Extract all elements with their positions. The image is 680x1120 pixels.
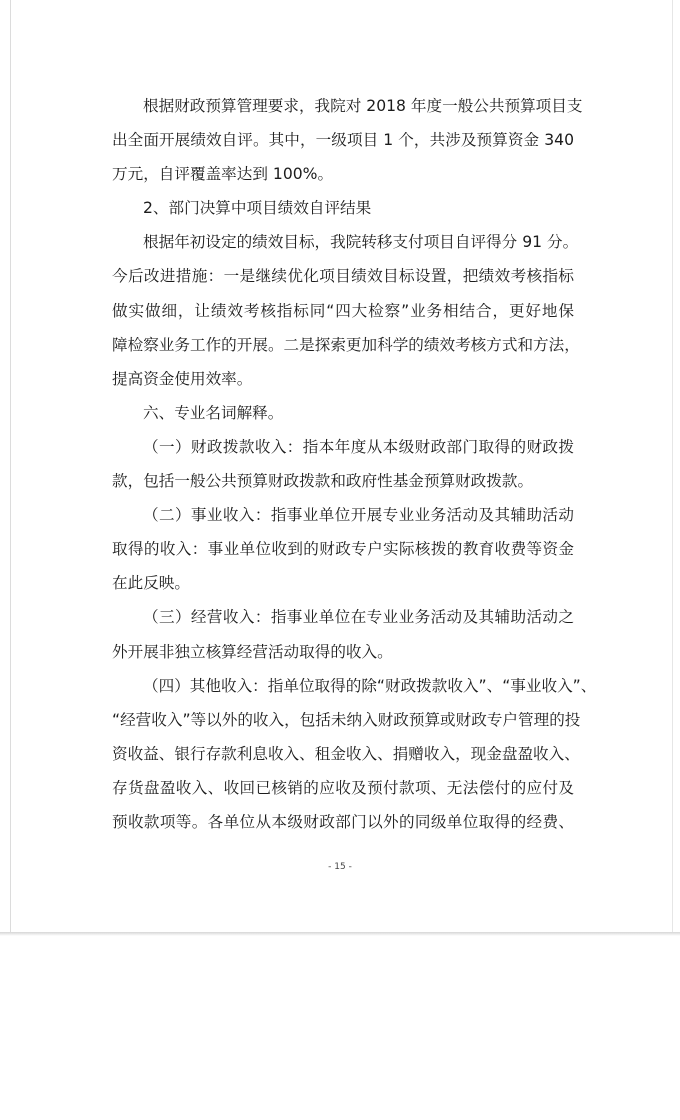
- paragraph-line: 根据财政预算管理要求，我院对 2018 年度一般公共预算项目支: [143, 97, 583, 115]
- paragraph-line: 出全面开展绩效自评。其中，一级项目 1 个，共涉及预算资金 340: [112, 131, 574, 150]
- section-heading: 2、部门决算中项目绩效自评结果: [143, 199, 372, 218]
- paragraph-line: 今后改进措施：一是继续优化项目绩效目标设置，把绩效考核指标: [112, 267, 574, 286]
- paragraph-line: 资收益、银行存款利息收入、租金收入、捐赠收入，现金盘盈收入、: [112, 744, 580, 763]
- paragraph-line: 万元，自评覆盖率达到 100%。: [112, 165, 334, 184]
- paragraph-line: 障检察业务工作的开展。二是探索更加科学的绩效考核方式和方法，: [112, 335, 580, 354]
- paragraph-line: （四）其他收入：指单位取得的除“财政拨款收入”、“事业收入”、: [143, 676, 597, 695]
- paragraph-line: 存货盘盈收入、收回已核销的应收及预付款项、无法偿付的应付及: [112, 778, 574, 797]
- paragraph-line: （三）经营收入：指事业单位在专业业务活动及其辅助活动之: [143, 608, 574, 627]
- paragraph-line: “经营收入”等以外的收入，包括未纳入财政预算或财政专户管理的投: [112, 710, 581, 729]
- paragraph-line: 款，包括一般公共预算财政拨款和政府性基金预算财政拨款。: [112, 472, 534, 491]
- page-right-edge: [672, 0, 673, 935]
- paragraph-line: 做实做细，让绩效考核指标同“四大检察”业务相结合，更好地保: [112, 301, 574, 320]
- page-bottom-edge: [0, 932, 680, 936]
- paragraph-line: 取得的收入：事业单位收到的财政专户实际核拨的教育收费等资金: [112, 540, 574, 559]
- page-number: - 15 -: [328, 862, 352, 872]
- body-text: [112, 89, 597, 839]
- section-heading: 六、专业名词解释。: [143, 403, 284, 422]
- paragraph-line: （一）财政拨款收入：指本年度从本级财政部门取得的财政拨: [143, 437, 574, 456]
- paragraph-line: 在此反映。: [112, 574, 190, 593]
- paragraph-line: 根据年初设定的绩效目标，我院转移支付项目自评得分 91 分。: [143, 233, 579, 252]
- paragraph-line: 提高资金使用效率。: [112, 369, 253, 388]
- paragraph-line: （二）事业收入：指事业单位开展专业业务活动及其辅助活动: [143, 506, 574, 525]
- paragraph-line: 预收款项等。各单位从本级财政部门以外的同级单位取得的经费、: [112, 812, 574, 831]
- page-left-edge: [10, 0, 11, 935]
- paragraph-line: 外开展非独立核算经营活动取得的收入。: [112, 642, 393, 661]
